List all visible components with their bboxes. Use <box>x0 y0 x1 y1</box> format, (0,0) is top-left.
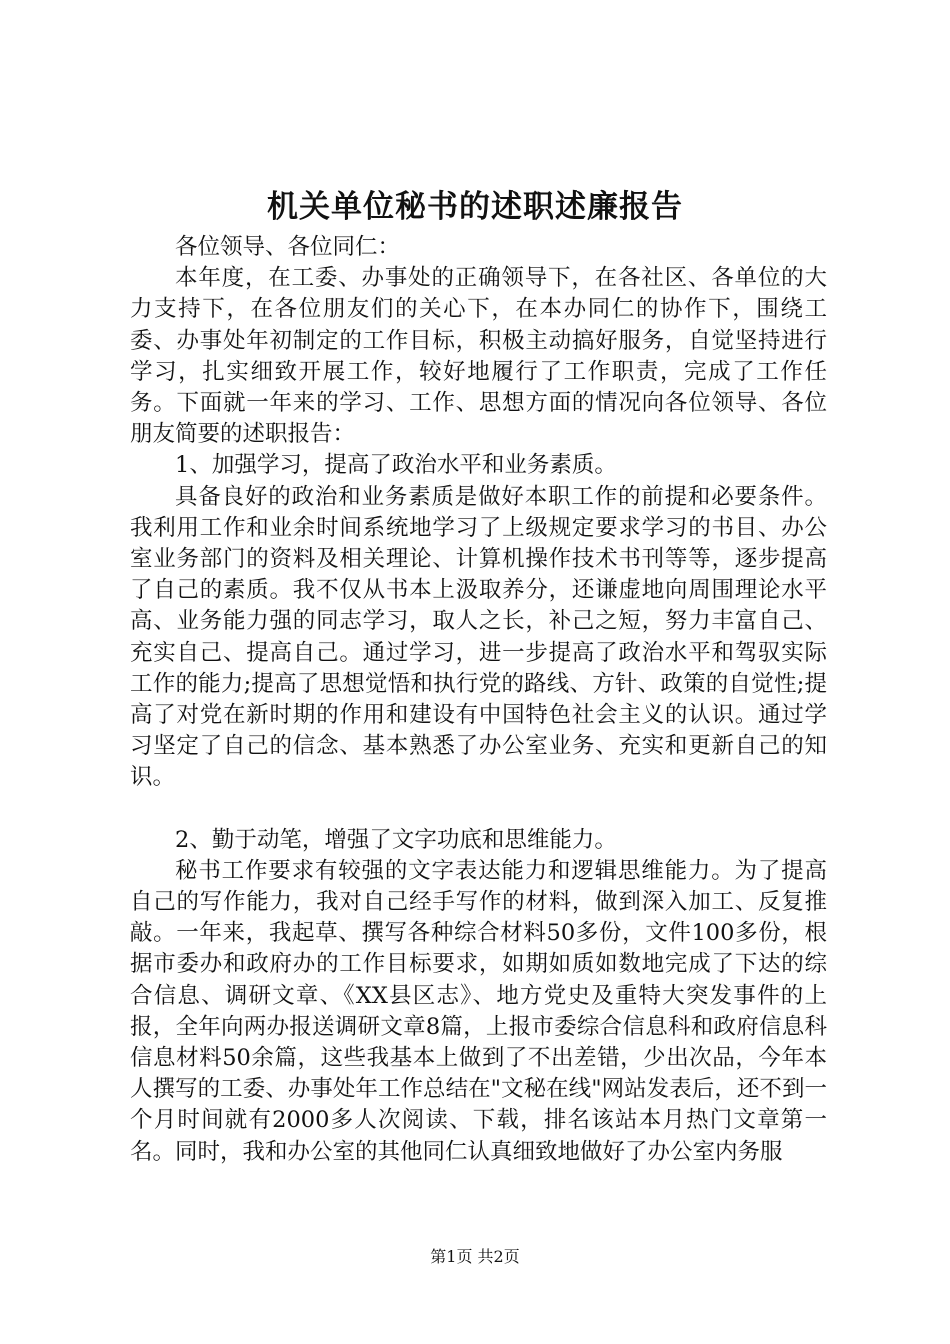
salutation: 各位领导、各位同仁： <box>175 234 401 260</box>
section-heading-1: 1、加强学习，提高了政治水平和业务素质。 <box>175 452 617 479</box>
document-title: 机关单位秘书的述职述廉报告 <box>267 189 683 225</box>
page-footer: 第1页 共2页 <box>430 1247 520 1266</box>
paragraph-intro: 本年度，在工委、办事处的正确领导下，在各社区、各单位的大力支持下，在各位朋友们的关心下，在本办同仁的协作下，围绕工委、办事处年初制定的工作目标，积极主动搞好服务，自觉坚持进行学习，扎实细致开展工作，较好地履行了工作职责，完成了工作任务。下面就一年来的学习、工作、思想方面的情况向各位领导、各位朋友简要的述职报告： <box>130 265 827 448</box>
section-heading-2: 2、勤于动笔，增强了文字功底和思维能力。 <box>175 826 617 853</box>
document-body <box>130 232 827 1168</box>
paragraph-study: 具备良好的政治和业务素质是做好本职工作的前提和必要条件。我利用工作和业余时间系统地学习了上级规定要求学习的书目、办公室业务部门的资料及相关理论、计算机操作技术书刊等等，逐步提高了自己的素质。我不仅从书本上汲取养分，还谦虚地向周围理论水平高、业务能力强的同志学习，取人之长，补己之短，努力丰富自己、充实自己、提高自己。通过学习，进一步提高了政治水平和驾驭实际工作的能力;提高了思想觉悟和执行党的路线、方针、政策的自觉性;提高了对党在新时期的作用和建设有中国特色社会主义的认识。通过学习坚定了自己的信念、基本熟悉了办公室业务、充实和更新自己的知识。 <box>130 483 827 791</box>
paragraph-writing: 秘书工作要求有较强的文字表达能力和逻辑思维能力。为了提高自己的写作能力，我对自己经手写作的材料，做到深入加工、反复推敲。一年来，我起草、撰写各种综合材料50多份，文件100多份，根据市委办和政府办的工作目标要求，如期如质如数地完成了下达的综合信息、调研文章、《XX县区志》、地方党史及重特大突发事件的上报，全年向两办报送调研文章8篇，上报市委综合信息科和政府信息科信息材料50余篇，这些我基本上做到了不出差错，少出次品，今年本人撰写的工委、办事处年工作总结在"文秘在线"网站发表后，还不到一个月时间就有2000多人次阅读、下载，排名该站本月热门文章第一名。同时，我和办公室的其他同仁认真细致地做好了办公室内务服 <box>130 857 827 1165</box>
